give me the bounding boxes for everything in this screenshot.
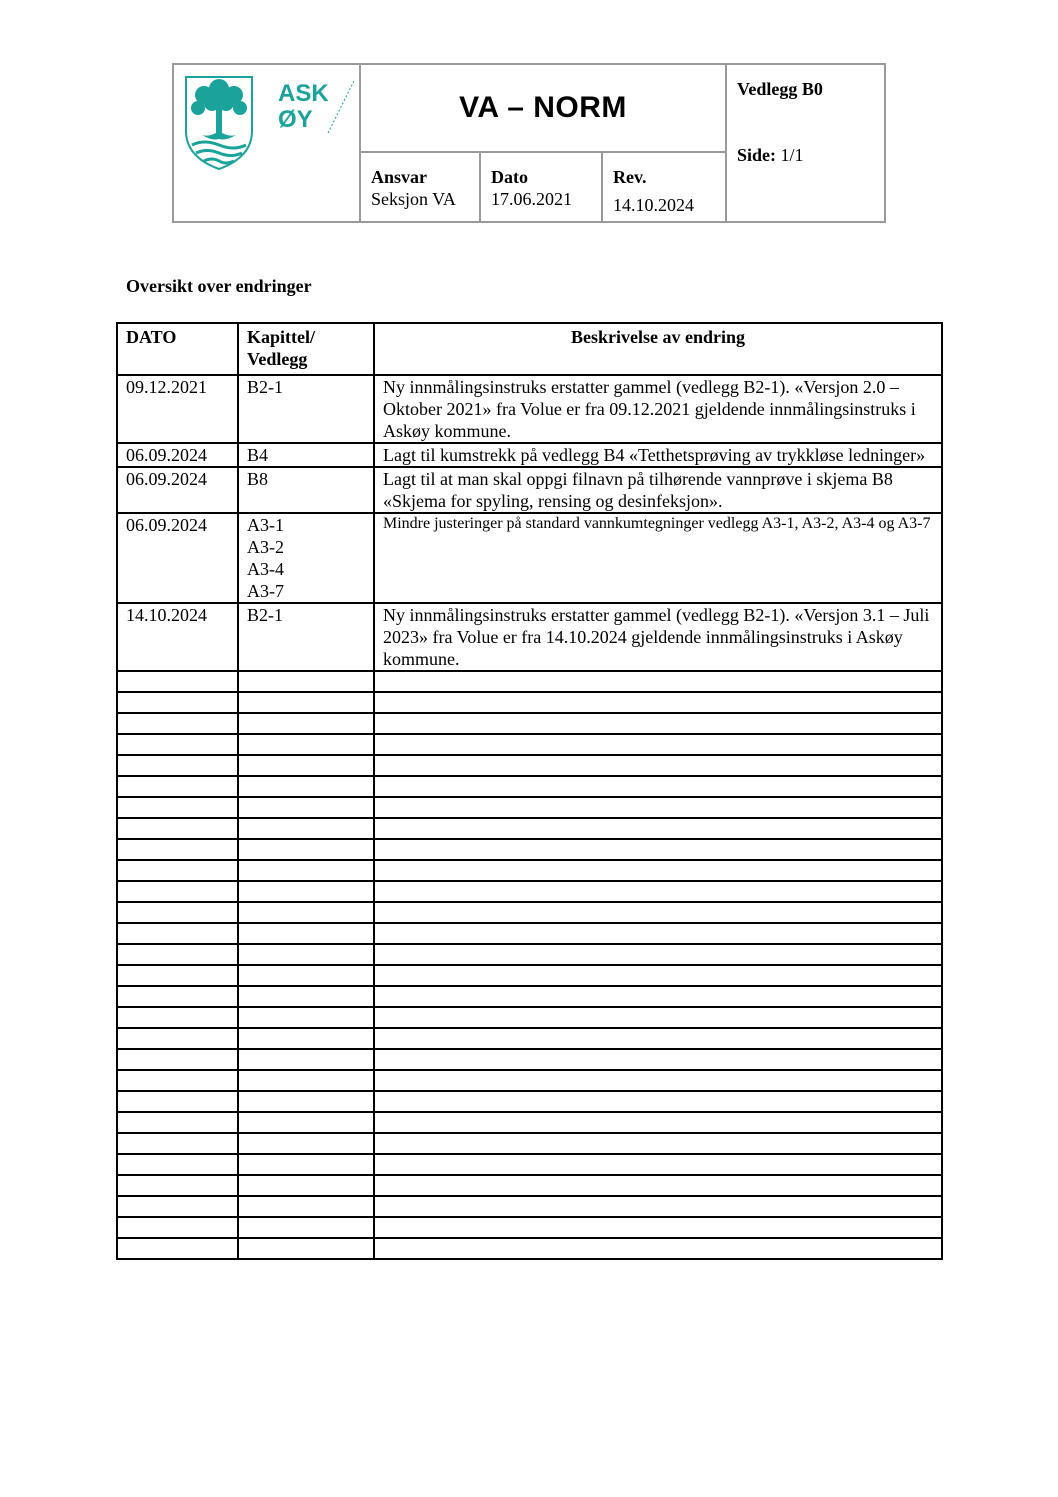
empty-cell [238,713,374,734]
vedlegg-label: Vedlegg B0 [737,79,823,99]
empty-cell [374,902,942,923]
dato-value: 17.06.2021 [491,189,572,209]
kapittel-ref: B4 [247,445,269,465]
rev-cell [603,153,725,221]
cell-dato: 06.09.2024 [117,443,238,467]
empty-cell [374,860,942,881]
askoy-coat-of-arms-logo [182,73,354,173]
empty-cell [374,1091,942,1112]
empty-table-row [117,1112,942,1133]
empty-table-row [117,776,942,797]
empty-cell [238,797,374,818]
empty-cell [117,755,238,776]
empty-table-row [117,1217,942,1238]
empty-cell [117,965,238,986]
cell-kapittel [238,443,374,467]
logo-cell [174,65,361,221]
empty-cell [238,692,374,713]
empty-cell [374,671,942,692]
empty-cell [374,944,942,965]
empty-cell [238,671,374,692]
empty-cell [374,1196,942,1217]
empty-cell [238,1133,374,1154]
empty-table-row [117,1028,942,1049]
empty-cell [117,692,238,713]
empty-cell [374,986,942,1007]
empty-cell [374,923,942,944]
cell-beskrivelse: Ny innmålingsinstruks erstatter gammel (vedlegg B2-1). «Versjon 3.1 – Juli 2023» fra Volue er fra 14.10.2024 gjeldende innmålingsinstruks i Askøy kommune. [374,603,942,671]
empty-cell [238,860,374,881]
kapittel-ref: A3-7 [247,581,284,601]
cell-kapittel [238,467,374,513]
empty-cell [117,1175,238,1196]
empty-cell [117,1154,238,1175]
empty-cell [238,986,374,1007]
ansvar-label: Ansvar [371,167,428,187]
table-header-row [117,323,942,375]
table-row [117,513,942,603]
empty-table-row [117,860,942,881]
side-label: Side: [737,145,777,165]
logo-wordmark-line2: ØY [278,106,313,133]
empty-table-row [117,1196,942,1217]
empty-table-row [117,1154,942,1175]
empty-table-row [117,1007,942,1028]
empty-table-row [117,1133,942,1154]
empty-cell [238,1196,374,1217]
empty-cell [374,692,942,713]
empty-cell [374,1133,942,1154]
dato-cell [481,153,603,221]
table-row [117,603,942,671]
empty-cell [238,902,374,923]
empty-table-row [117,881,942,902]
empty-cell [117,671,238,692]
vedlegg-cell [725,65,886,221]
empty-cell [238,1091,374,1112]
empty-cell [117,1028,238,1049]
empty-cell [117,1070,238,1091]
section-title: Oversikt over endringer [126,276,312,296]
empty-cell [238,1070,374,1091]
empty-cell [374,881,942,902]
cell-kapittel [238,513,374,603]
empty-cell [374,1238,942,1259]
kapittel-ref: A3-2 [247,537,284,557]
empty-cell [238,1175,374,1196]
empty-table-row [117,797,942,818]
empty-table-row [117,965,942,986]
empty-cell [238,1112,374,1133]
empty-cell [117,986,238,1007]
empty-cell [117,923,238,944]
empty-table-row [117,902,942,923]
empty-table-row [117,1070,942,1091]
empty-cell [238,1217,374,1238]
cell-beskrivelse: Lagt til at man skal oppgi filnavn på tilhørende vannprøve i skjema B8 «Skjema for spyling, rensing og desinfeksjon». [374,467,942,513]
empty-cell [238,944,374,965]
empty-table-row [117,671,942,692]
empty-table-row [117,923,942,944]
empty-cell [117,1133,238,1154]
dato-label: Dato [491,167,528,187]
empty-cell [238,1049,374,1070]
column-header-kapittel-line2: Vedlegg [247,349,308,369]
empty-table-row [117,1238,942,1259]
empty-cell [374,1154,942,1175]
empty-cell [374,1217,942,1238]
column-header-beskrivelse: Beskrivelse av endring [374,323,942,375]
empty-cell [374,797,942,818]
empty-cell [374,755,942,776]
empty-cell [117,839,238,860]
cell-beskrivelse: Mindre justeringer på standard vannkumtegninger vedlegg A3-1, A3-2, A3-4 og A3-7 [374,513,942,603]
empty-cell [117,860,238,881]
cell-dato: 09.12.2021 [117,375,238,443]
rev-label: Rev. [613,167,647,187]
empty-cell [374,1112,942,1133]
empty-table-row [117,1175,942,1196]
empty-cell [374,1007,942,1028]
table-row [117,443,942,467]
empty-cell [238,881,374,902]
empty-cell [238,965,374,986]
empty-cell [117,797,238,818]
empty-cell [374,1049,942,1070]
change-log-table [116,322,943,1260]
empty-cell [238,755,374,776]
empty-cell [238,1028,374,1049]
ansvar-cell [361,153,481,221]
empty-cell [117,902,238,923]
empty-table-row [117,839,942,860]
empty-cell [117,1238,238,1259]
empty-cell [117,713,238,734]
empty-cell [374,713,942,734]
empty-cell [374,818,942,839]
empty-cell [117,1196,238,1217]
table-row [117,375,942,443]
table-row [117,467,942,513]
empty-cell [117,881,238,902]
empty-table-row [117,692,942,713]
empty-table-row [117,1049,942,1070]
empty-table-row [117,944,942,965]
empty-cell [374,776,942,797]
side-value: 1/1 [780,145,804,165]
cell-beskrivelse: Ny innmålingsinstruks erstatter gammel (vedlegg B2-1). «Versjon 2.0 – Oktober 2021» fra Volue er fra 09.12.2021 gjeldende innmålingsinstruks i Askøy kommune. [374,375,942,443]
empty-table-row [117,818,942,839]
empty-cell [117,1112,238,1133]
cell-kapittel [238,603,374,671]
kapittel-ref: A3-1 [247,515,284,535]
change-log-body [117,375,942,1259]
rev-value: 14.10.2024 [613,195,694,215]
column-header-kapittel [238,323,374,375]
empty-cell [117,1049,238,1070]
empty-table-row [117,734,942,755]
empty-table-row [117,713,942,734]
cell-dato: 14.10.2024 [117,603,238,671]
logo-wordmark-line1: ASK [278,80,329,107]
kapittel-ref: B8 [247,469,269,489]
document-header [172,63,886,223]
cell-kapittel [238,375,374,443]
kapittel-ref: B2-1 [247,605,283,625]
empty-cell [238,923,374,944]
empty-table-row [117,986,942,1007]
empty-cell [117,776,238,797]
empty-cell [374,1070,942,1091]
kapittel-ref: A3-4 [247,559,284,579]
cell-dato: 06.09.2024 [117,513,238,603]
empty-cell [117,1007,238,1028]
empty-cell [374,965,942,986]
empty-cell [117,734,238,755]
cell-dato: 06.09.2024 [117,467,238,513]
empty-cell [374,734,942,755]
cell-beskrivelse: Lagt til kumstrekk på vedlegg B4 «Tetthetsprøving av trykkløse ledninger» [374,443,942,467]
empty-table-row [117,1091,942,1112]
empty-cell [117,1217,238,1238]
kapittel-ref: B2-1 [247,377,283,397]
document-title: VA – NORM [459,91,627,124]
empty-cell [238,1007,374,1028]
ansvar-value: Seksjon VA [371,189,456,209]
empty-cell [374,1028,942,1049]
empty-cell [117,1091,238,1112]
empty-cell [238,1154,374,1175]
empty-cell [238,818,374,839]
empty-cell [238,1238,374,1259]
column-header-dato: DATO [117,323,238,375]
page-indicator [737,145,804,166]
empty-table-row [117,755,942,776]
empty-cell [238,839,374,860]
empty-cell [374,839,942,860]
empty-cell [117,818,238,839]
title-cell [361,65,725,153]
empty-cell [117,944,238,965]
empty-cell [238,776,374,797]
column-header-kapittel-line1: Kapittel/ [247,327,315,347]
empty-cell [374,1175,942,1196]
empty-cell [238,734,374,755]
